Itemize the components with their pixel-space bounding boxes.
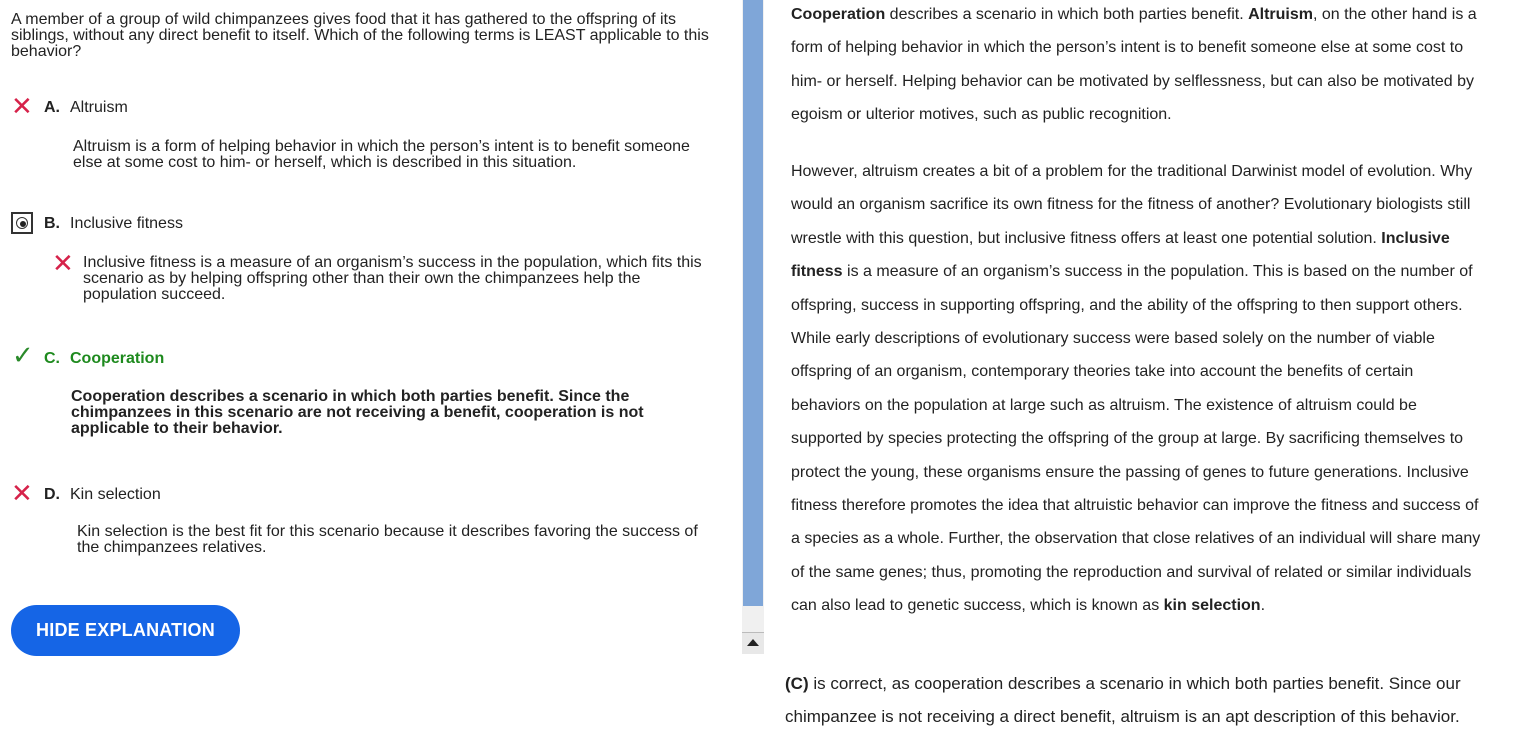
choice-b-explanation: Inclusive fitness is a measure of an organism’s success in the population, which fits this scenario as by helping offspring other than their own the chimpanzees help the population succeed. [83,254,702,303]
conclusion-paragraph [785,667,1520,733]
choice-letter: C. [44,350,60,367]
choice-letter: D. [44,486,60,503]
choice-label: Inclusive fitness [70,215,183,232]
scrollbar[interactable] [742,0,764,660]
choice-d[interactable] [44,486,161,504]
text-run: , on the other hand is a form of helping behavior in which the person’s intent is to benefit someone else at some cost to him- or herself. Helping behavior can be motivated by selflessness, but can also be motivated by egoism or ulterior motives, such as public recognition. [791,6,1477,124]
radio-ring [16,217,28,229]
explanation-paragraph-1 [791,0,1481,132]
incorrect-x-icon: ✕ [11,91,33,121]
scroll-up-arrow-icon[interactable] [742,632,764,654]
text-run: is a measure of an organism’s success in the population. This is based on the number of offspring, success in supporting offspring, and the ability of the offspring to then support others. While early descriptions of evolutionary success were based solely on the number of viable offspring of an organism, contemporary theories take into account the benefits of certain behaviors on the population at large such as altruism. The existence of altruism could be supported by species protecting the offspring of the group at large. By sacrificing themselves to protect the young, these organisms ensure the passing of genes to future generations. Inclusive fitness therefore promotes the idea that altruistic behavior can improve the fitness and success of a species as a whole. Further, the observation that close relatives of an individual will share many of the same genes; thus, promoting the reproduction and survival of related or similar individuals can also lead to genetic success, which is known as [791,263,1481,615]
choice-a[interactable] [44,99,128,117]
question-panel [0,0,740,753]
text-run: However, altruism creates a bit of a problem for the traditional Darwinist model of evolution. Why would an organism sacrifice its own fitness for the fitness of another? Evolutionary biologists still wrestle with this question, but inclusive fitness offers at least one potential solution. [791,163,1473,247]
choice-letter: A. [44,99,60,116]
term-altruism: Altruism [1248,6,1313,23]
text-run: is correct, as cooperation describes a scenario in which both parties benefit. Since our chimpanzee is not receiving a direct benefit, altruism is an apt description of this behavior. [785,674,1461,726]
incorrect-x-icon: ✕ [52,248,74,278]
correct-check-icon: ✓ [12,340,34,370]
term-kin-selection: kin selection [1163,597,1261,615]
question-text: A member of a group of wild chimpanzees gives food that it has gathered to the offspring of its siblings, without any direct benefit to itself. Which of the following terms is LEAST applicable to this behavior? [11,11,709,60]
explanation-paragraph-2 [791,155,1481,623]
text-run: describes a scenario in which both parties benefit. [885,6,1249,23]
choice-c[interactable] [44,350,164,368]
choice-label: Kin selection [70,486,161,503]
choice-label: Altruism [70,99,128,116]
choice-c-explanation: Cooperation describes a scenario in which both parties benefit. Since the chimpanzees in this scenario are not receiving a benefit, cooperation is not applicable to their behavior. [71,388,644,437]
scroll-thumb[interactable] [743,0,763,606]
hide-explanation-button[interactable]: HIDE EXPLANATION [11,605,240,656]
text-run: . [1260,597,1266,615]
choice-label: Cooperation [70,350,165,367]
selected-radio-icon[interactable] [11,212,33,234]
radio-dot [20,221,26,227]
incorrect-x-icon: ✕ [11,478,33,508]
term-inclusive-fitness: Inclusive fitness [791,229,1450,281]
choice-d-explanation: Kin selection is the best fit for this scenario because it describes favoring the success of the chimpanzees relatives. [77,523,698,556]
explanation-panel [770,0,1521,753]
choice-a-explanation: Altruism is a form of helping behavior in which the person’s intent is to benefit someone else at some cost to him- or herself, which is described in this situation. [73,138,690,171]
term-cooperation: Cooperation [791,6,886,23]
answer-letter: (C) [785,674,809,693]
choice-letter: B. [44,215,60,232]
choice-b[interactable] [44,215,183,233]
